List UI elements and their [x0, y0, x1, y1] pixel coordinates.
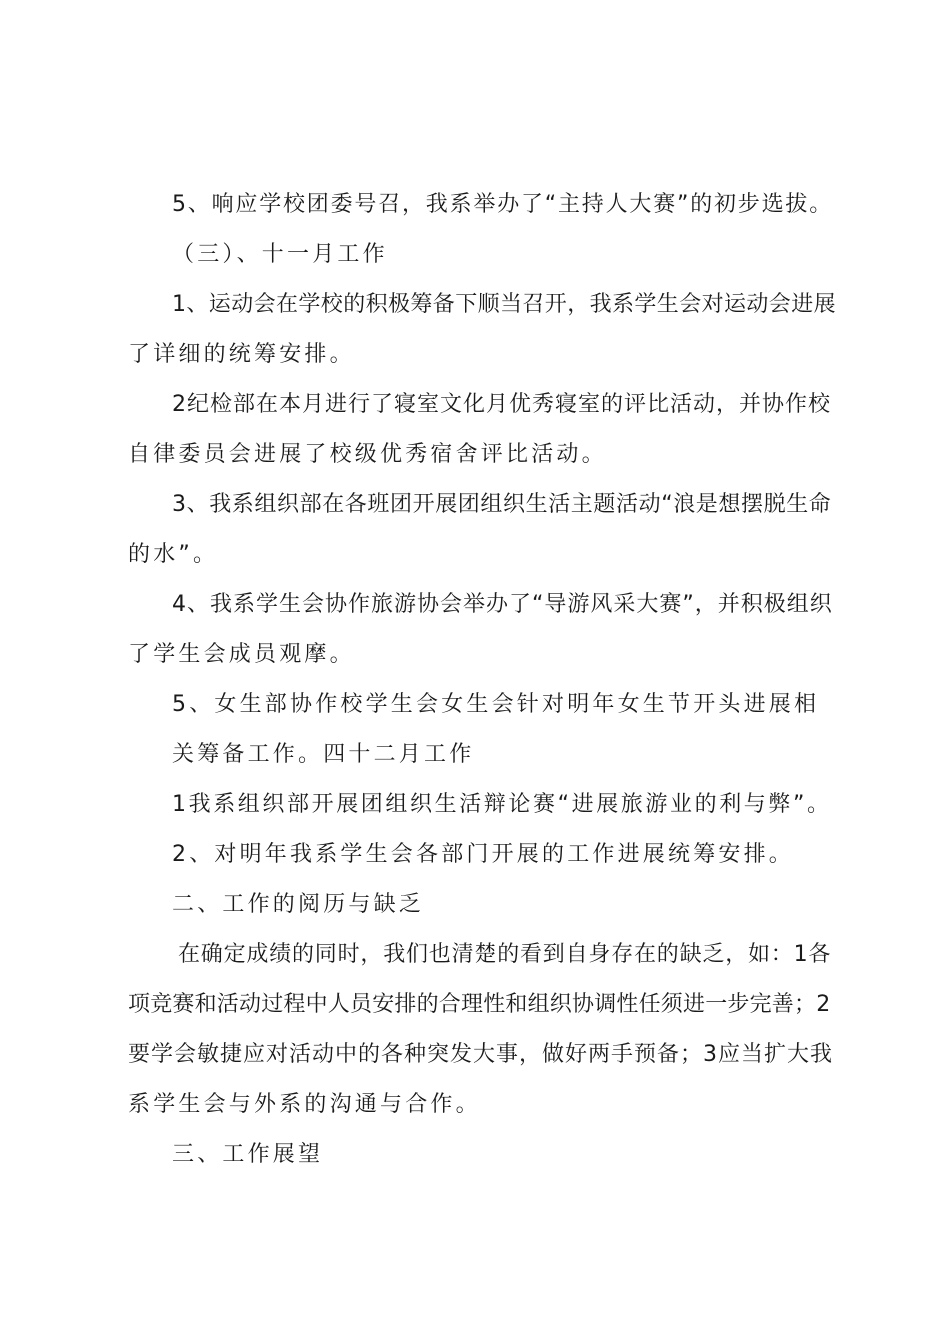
paragraph-line: 了学生会成员观摩。	[128, 642, 355, 667]
paragraph-line: 2纪检部在本月进行了寝室文化月优秀寝室的评比活动，并协作校	[172, 392, 831, 417]
paragraph-line: 要学会敏捷应对活动中的各种突发大事，做好两手预备；3应当扩大我	[128, 1042, 833, 1067]
paragraph-line: 5、女生部协作校学生会女生会针对明年女生节开头进展相	[172, 692, 820, 717]
paragraph-line: 在确定成绩的同时，我们也清楚的看到自身存在的缺乏，如：1各	[178, 942, 832, 967]
paragraph-line: 的水”。	[128, 542, 219, 567]
paragraph-line: 1、运动会在学校的积极筹备下顺当召开，我系学生会对运动会进展	[172, 292, 836, 317]
paragraph-line: 关筹备工作。四十二月工作	[172, 742, 475, 767]
paragraph-line: 项竞赛和活动过程中人员安排的合理性和组织协调性任须进一步完善；2	[128, 992, 831, 1017]
paragraph-line: 4、我系学生会协作旅游协会举办了“导游风采大赛”，并积极组织	[172, 592, 833, 617]
paragraph-line: 3、我系组织部在各班团开展团组织生活主题活动“浪是想摆脱生命	[172, 492, 832, 517]
section-heading: 二、工作的阅历与缺乏	[172, 892, 425, 917]
section-heading: （三）、十一月工作	[172, 242, 388, 267]
paragraph-line: 1我系组织部开展团组织生活辩论赛“进展旅游业的利与弊”。	[172, 792, 832, 817]
paragraph-line: 2、对明年我系学生会各部门开展的工作进展统筹安排。	[172, 842, 794, 867]
paragraph-line: 系学生会与外系的沟通与合作。	[128, 1092, 481, 1117]
section-heading: 三、工作展望	[172, 1142, 324, 1167]
paragraph-line: 了详细的统筹安排。	[128, 342, 355, 367]
paragraph-line: 5、响应学校团委号召，我系举办了“主持人大赛”的初步选拔。	[172, 192, 833, 217]
paragraph-line: 自律委员会进展了校级优秀宿舍评比活动。	[128, 442, 607, 467]
